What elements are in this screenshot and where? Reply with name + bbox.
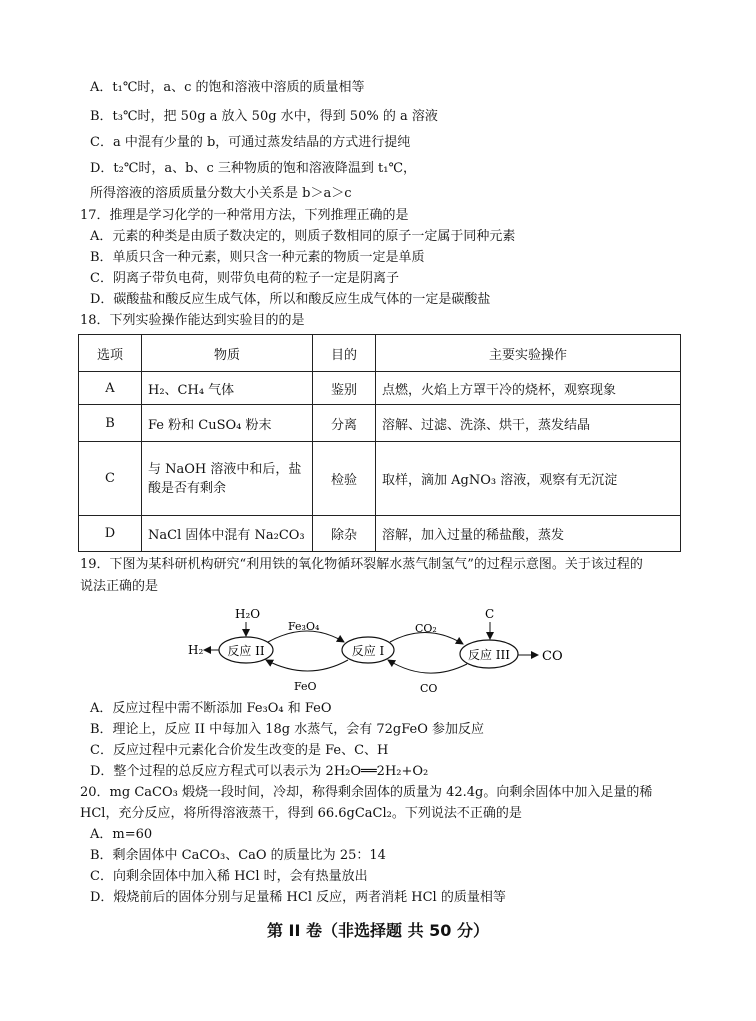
q16-option-c: C．a 中混有少量的 b，可通过蒸发结晶的方式进行提纯	[90, 135, 411, 150]
q18-stem: 18．下列实验操作能达到实验目的的是	[80, 313, 305, 328]
q20-option-a: A．m=60	[90, 827, 153, 842]
reaction-2-label: 反应 II	[227, 644, 265, 658]
table-row	[79, 372, 681, 405]
q19-diagram	[180, 602, 580, 694]
table-row	[79, 442, 681, 516]
q16-option-b: B．t₃℃时，把 50g a 放入 50g 水中，得到 50% 的 a 溶液	[90, 109, 438, 124]
cell-option: B	[79, 405, 142, 442]
table-header-row	[79, 335, 681, 372]
co-return-arrow	[388, 660, 467, 673]
table-row	[79, 516, 681, 552]
header-option: 选项	[79, 335, 142, 372]
co-return-label: CO	[420, 682, 438, 694]
q16-option-d-cont: 所得溶液的溶质质量分数大小关系是 b＞a＞c	[90, 186, 352, 201]
q17-stem: 17．推理是学习化学的一种常用方法，下列推理正确的是	[80, 208, 409, 223]
cell-purpose: 鉴别	[313, 372, 376, 405]
cell-substance: Fe 粉和 CuSO₄ 粉末	[142, 405, 313, 442]
cell-option: C	[79, 442, 142, 516]
c-label: C	[485, 607, 495, 621]
cell-operation: 溶解、过滤、洗涤、烘干，蒸发结晶	[376, 405, 681, 442]
cell-operation: 溶解，加入过量的稀盐酸，蒸发	[376, 516, 681, 552]
q18-table	[78, 334, 681, 552]
cell-substance: NaCl 固体中混有 Na₂CO₃	[142, 516, 313, 552]
cell-purpose: 除杂	[313, 516, 376, 552]
reaction-1-label: 反应 I	[351, 644, 385, 658]
q20-stem-line2: HCl，充分反应，将所得溶液蒸干，得到 66.6gCaCl₂。下列说法不正确的是	[80, 806, 522, 821]
cell-operation: 点燃，火焰上方罩干冷的烧杯，观察现象	[376, 372, 681, 405]
feo-label: FeO	[294, 680, 317, 693]
fe3o4-label: Fe₃O₄	[288, 620, 320, 633]
q17-option-d: D．碳酸盐和酸反应生成气体，所以和酸反应生成气体的一定是碳酸盐	[90, 292, 491, 307]
q17-option-c: C．阴离子带负电荷，则带负电荷的粒子一定是阴离子	[90, 271, 399, 286]
q19-stem-line1: 19．下图为某科研机构研究“利用铁的氧化物循环裂解水蒸气制氢气”的过程示意图。关于该过程的	[80, 557, 643, 572]
section-title: 第 II 卷（非选择题 共 50 分）	[266, 921, 490, 940]
q19-option-b: B．理论上，反应 II 中每加入 18g 水蒸气，会有 72gFeO 参加反应	[90, 722, 485, 737]
cell-purpose: 分离	[313, 405, 376, 442]
feo-arrow	[266, 660, 348, 671]
cell-purpose: 检验	[313, 442, 376, 516]
cell-substance: H₂、CH₄ 气体	[142, 372, 313, 405]
cell-option: D	[79, 516, 142, 552]
co2-label: CO₂	[415, 622, 437, 635]
cell-substance: 与 NaOH 溶液中和后，盐酸是否有剩余	[142, 442, 313, 516]
co-out-label: CO	[542, 649, 563, 664]
q20-stem-line1: 20．mg CaCO₃ 煅烧一段时间，冷却，称得剩余固体的质量为 42.4g。向剩余固体中加入足量的稀	[80, 785, 653, 800]
q19-option-a: A．反应过程中需不断添加 Fe₃O₄ 和 FeO	[90, 701, 332, 716]
q19-stem-line2: 说法正确的是	[80, 579, 159, 594]
q16-option-d: D．t₂℃时，a、b、c 三种物质的饱和溶液降温到 t₁℃，	[90, 161, 416, 176]
q20-option-d: D．煅烧前后的固体分别与足量稀 HCl 反应，两者消耗 HCl 的质量相等	[90, 890, 506, 905]
header-operation: 主要实验操作	[376, 335, 681, 372]
q19-option-c: C．反应过程中元素化合价发生改变的是 Fe、C、H	[90, 743, 389, 758]
q16-option-a: A．t₁℃时，a、c 的饱和溶液中溶质的质量相等	[90, 80, 365, 95]
reaction-3-label: 反应 III	[467, 648, 511, 662]
table-row	[79, 405, 681, 442]
cell-operation: 取样，滴加 AgNO₃ 溶液，观察有无沉淀	[376, 442, 681, 516]
h2o-label: H₂O	[235, 607, 261, 621]
q20-option-c: C．向剩余固体中加入稀 HCl 时，会有热量放出	[90, 869, 368, 884]
q20-option-b: B．剩余固体中 CaCO₃、CaO 的质量比为 25：14	[90, 848, 386, 863]
q17-option-b: B．单质只含一种元素，则只含一种元素的物质一定是单质	[90, 250, 425, 265]
header-substance: 物质	[142, 335, 313, 372]
q17-option-a: A．元素的种类是由质子数决定的，则质子数相同的原子一定属于同种元素	[90, 229, 516, 244]
header-purpose: 目的	[313, 335, 376, 372]
q19-option-d: D．整个过程的总反应方程式可以表示为 2H₂O══2H₂+O₂	[90, 764, 429, 779]
h2-label: H₂	[188, 643, 204, 657]
cell-option: A	[79, 372, 142, 405]
